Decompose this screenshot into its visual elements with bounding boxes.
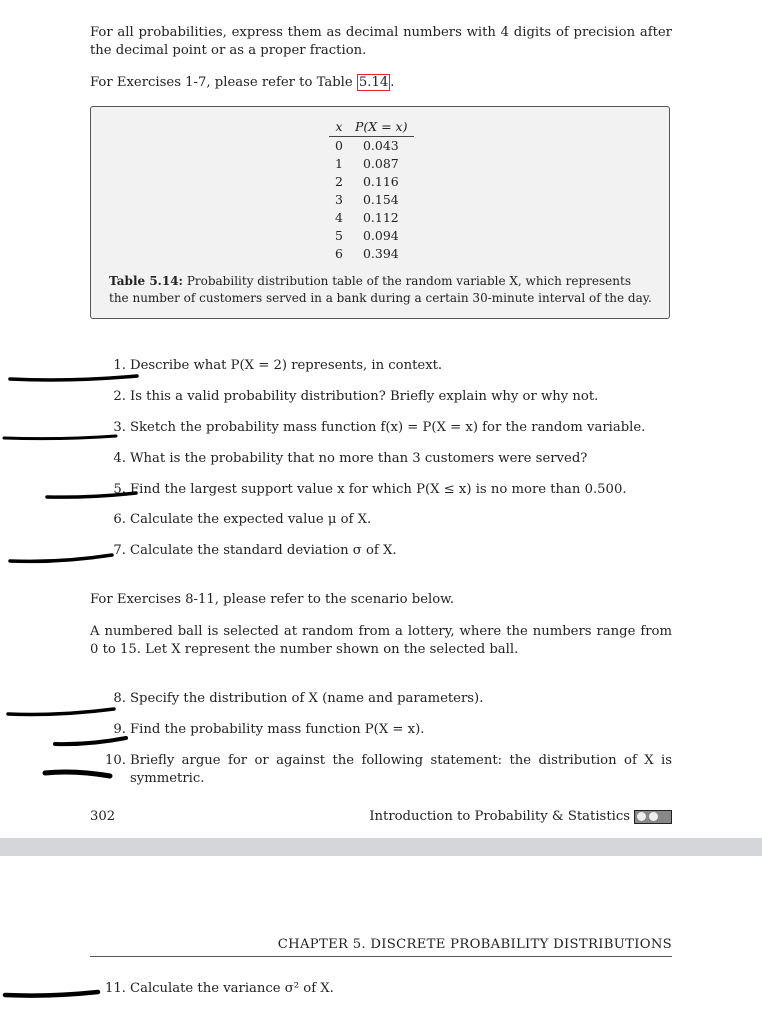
exercise-text: Calculate the standard deviation σ of X. — [130, 543, 397, 558]
cell-p: 0.154 — [362, 191, 399, 207]
pen-mark-7 — [10, 555, 112, 561]
pen-mark-11 — [5, 992, 98, 996]
exercise-number: 6. — [113, 512, 126, 527]
cell-p: 0.112 — [362, 209, 399, 225]
caption-text: Probability distribution table of the random variable X, which represents the number of customers served in a bank during a certain 30-minute interval of the day. — [109, 274, 652, 306]
exercise-text: Describe what P(X = 2) represents, in context. — [130, 358, 443, 373]
caption-label: Table 5.14: — [109, 274, 183, 288]
cell-x: 0 — [335, 137, 343, 153]
exercise-text: Briefly argue for or against the following statement: the distribution of X is symmetric. — [130, 753, 672, 787]
cell-x: 2 — [335, 173, 343, 189]
cell-p: 0.094 — [362, 227, 399, 243]
exercise-text: Calculate the expected value μ of X. — [130, 512, 372, 527]
cell-p: 0.043 — [362, 137, 399, 153]
exercise-number: 7. — [113, 543, 126, 558]
exercise-number: 4. — [113, 451, 126, 466]
exercise-text: Find the largest support value x for which P(X ≤ x) is no more than 0.500. — [130, 482, 627, 497]
exercise-number: 1. — [113, 358, 126, 373]
scenario-text: A numbered ball is selected at random from a lottery, where the numbers range from 0 to 15. Let X represent the number shown on the selected ball. — [90, 624, 672, 658]
exercise-text: What is the probability that no more than 3 customers were served? — [130, 451, 588, 466]
exercise-number: 8. — [113, 691, 126, 706]
ref-period: . — [390, 75, 395, 90]
pen-mark-1 — [10, 376, 137, 380]
pen-mark-5 — [47, 493, 136, 497]
exercise-text: Calculate the variance σ² of X. — [130, 981, 334, 996]
exercise-number: 3. — [113, 420, 126, 435]
precision-note: For all probabilities, express them as decimal numbers with 4 digits of precision after the decimal point or as a proper fraction. — [90, 25, 672, 59]
exercise-text: Is this a valid probability distribution? Briefly explain why or why not. — [130, 389, 599, 404]
cell-p: 0.116 — [362, 173, 399, 189]
exercises-8-11-ref: For Exercises 8-11, please refer to the scenario below. — [90, 592, 455, 607]
exercise-number: 9. — [113, 722, 126, 737]
cell-p: 0.087 — [362, 155, 399, 171]
cell-x: 4 — [335, 209, 343, 225]
col-header-p: P(X = x) — [349, 117, 414, 136]
cell-x: 5 — [335, 227, 343, 243]
exercise-text: Sketch the probability mass function f(x) = P(X = x) for the random variable. — [130, 420, 646, 435]
page-number: 302 — [90, 809, 116, 824]
ref-text: For Exercises 1-7, please refer to Table — [90, 75, 353, 90]
cell-x: 1 — [335, 155, 343, 171]
pen-mark-3 — [4, 436, 116, 439]
exercise-number: 2. — [113, 389, 126, 404]
col-header-x: x — [329, 117, 349, 136]
pen-mark-9 — [55, 738, 126, 744]
exercise-text: Specify the distribution of X (name and parameters). — [130, 691, 484, 706]
chapter-header: CHAPTER 5. DISCRETE PROBABILITY DISTRIBUTIONS — [90, 936, 672, 957]
table-ref-link[interactable]: 5.14 — [358, 75, 389, 90]
exercise-text: Find the probability mass function P(X = x). — [130, 722, 425, 737]
cell-p: 0.394 — [362, 245, 399, 261]
pen-mark-10 — [45, 772, 110, 776]
cell-x: 3 — [335, 191, 343, 207]
exercise-number: 5. — [113, 482, 126, 497]
exercise-number: 11. — [105, 981, 126, 996]
exercise-number: 10. — [105, 753, 126, 768]
book-title: Introduction to Probability & Statistics — [369, 809, 630, 824]
cell-x: 6 — [335, 245, 343, 261]
pen-mark-8 — [8, 709, 114, 714]
